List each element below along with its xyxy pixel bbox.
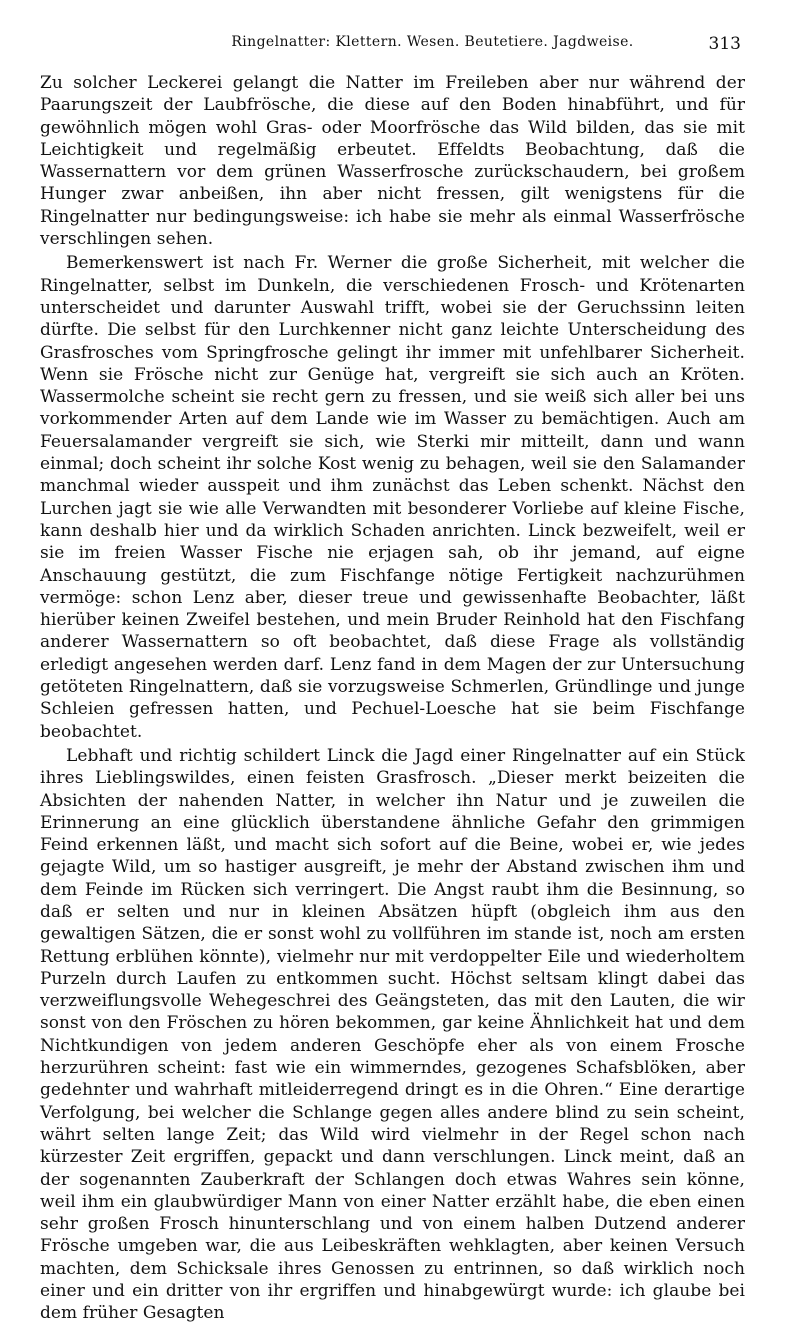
page-header: [40, 34, 745, 62]
page-number: 313: [708, 34, 741, 54]
paragraph-3: Lebhaft und richtig schildert Linck die Jagd einer Ringelnatter auf ein Stück ihres Lieblingswildes, einen feisten Grasfrosch. „Dieser merkt beizeiten die Absichten der nahenden Natter, in welcher ihn Natur und je zuweilen die Erinnerung an eine glücklich überstandene ähnliche Gefahr den grimmigen Feind erkennen läßt, und macht sich sofort auf die Beine, wobei er, wie jedes gejagte Wild, um so hastiger ausgreift, je mehr der Abstand zwischen ihm und dem Feinde im Rücken sich verringert. Die Angst raubt ihm die Besinnung, so daß er selten und nur in kleinen Absätzen hüpft (obgleich ihm aus den gewaltigen Sätzen, die er sonst wohl zu vollführen im stande ist, noch am ersten Rettung erblühen könnte), vielmehr nur mit verdoppelter Eile und wiederholtem Purzeln durch Laufen zu entkommen sucht. Höchst seltsam klingt dabei das verzweiflungsvolle Wehegeschrei des Geängsteten, das mit den Lauten, die wir sonst von den Fröschen zu hören bekommen, gar keine Ähnlichkeit hat und dem Nichtkundigen von jedem anderen Geschöpfe eher als von einem Frosche herzurühren scheint: fast wie ein wimmerndes, gezogenes Schafsblöken, aber gedehnter und wahrhaft mitleiderregend dringt es in die Ohren.“ Eine derartige Verfolgung, bei welcher die Schlange gegen alles andere blind zu sein scheint, währt selten lange Zeit; das Wild wird vielmehr in der Regel schon nach kürzester Zeit ergriffen, gepackt und dann verschlungen. Linck meint, daß an der sogenannten Zauberkraft der Schlangen doch etwas Wahres sein könne, weil ihm ein glaubwürdiger Mann von einer Natter erzählt habe, die eben einen sehr großen Frosch hinunterschlang und von einem halben Dutzend anderer Frösche umgeben war, die aus Leibeskräften wehklagten, aber keinen Versuch machten, dem Schicksale ihres Genossen zu entrinnen, so daß wirklich noch einer und ein dritter von ihr ergriffen und hinabgewürgt wurde: ich glaube bei dem früher Gesagten: [40, 745, 745, 1324]
body-text: [40, 72, 745, 1325]
paragraph-1: Zu solcher Leckerei gelangt die Natter im Freileben aber nur während der Paarungszeit der Laubfrösche, die diese auf den Boden hinabführt, und für gewöhnlich mögen wohl Gras- oder Moorfrösche das Wild bilden, das sie mit Leichtigkeit und regelmäßig erbeutet. Effeldts Beobachtung, daß die Wassernattern vor dem grünen Wasserfrosche zurückschaudern, bei großem Hunger zwar anbeißen, ihn aber nicht fressen, gilt wenigstens für die Ringelnatter nur bedingungsweise: ich habe sie mehr als einmal Wasserfrösche verschlingen sehen.: [40, 73, 745, 250]
paragraph-2: Bemerkenswert ist nach Fr. Werner die große Sicherheit, mit welcher die Ringelnatter, selbst im Dunkeln, die verschiedenen Frosch- und Krötenarten unterscheidet und darunter Auswahl trifft, wobei sie der Geruchssinn leiten dürfte. Die selbst für den Lurchkenner nicht ganz leichte Unterscheidung des Grasfrosches vom Springfrosche gelingt ihr immer mit unfehlbarer Sicherheit. Wenn sie Frösche nicht zur Genüge hat, vergreift sie sich auch an Kröten. Wassermolche scheint sie recht gern zu fressen, und sie weiß sich aller bei uns vorkommender Arten auf dem Lande wie im Wasser zu bemächtigen. Auch am Feuersalamander vergreift sie sich, wie Sterki mir mitteilt, dann und wann einmal; doch scheint ihr solche Kost wenig zu behagen, weil sie den Salamander manchmal wieder ausspeit und ihm zunächst das Leben schenkt. Nächst den Lurchen jagt sie wie alle Verwandten mit besonderer Vorliebe auf kleine Fische, kann deshalb hier und da wirklich Schaden anrichten. Linck bezweifelt, weil er sie im freien Wasser Fische nie erjagen sah, ob ihr jemand, auf eigne Anschauung gestützt, die zum Fischfange nötige Fertigkeit nachzurühmen vermöge: schon Lenz aber, dieser treue und gewissenhafte Beobachter, läßt hierüber keinen Zweifel bestehen, und mein Bruder Reinhold hat den Fischfang anderer Wassernattern so oft beobachtet, daß diese Frage als vollständig erledigt angesehen werden darf. Lenz fand in dem Magen der zur Untersuchung getöteten Ringelnattern, daß sie vorzugsweise Schmerlen, Gründlinge und junge Schleien gefressen hatten, und Pechuel-Loesche hat sie beim Fischfange beobachtet.: [40, 253, 745, 742]
running-head: Ringelnatter: Klettern. Wesen. Beutetiere. Jagdweise.: [231, 34, 634, 50]
